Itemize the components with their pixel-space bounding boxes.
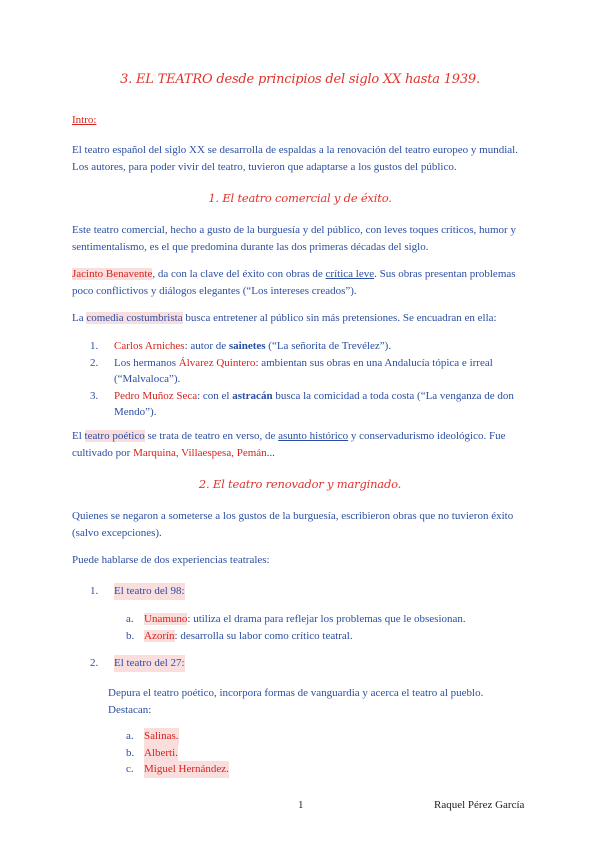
- list-number: 1.: [90, 340, 99, 352]
- experience-98-heading: [90, 583, 185, 600]
- poetico-l2-end: ...: [266, 446, 275, 459]
- author-name: Unamuno: [144, 613, 188, 625]
- list-letter: a.: [126, 613, 134, 625]
- list-item: [126, 728, 426, 745]
- teatro-poetico-line-1: [72, 428, 532, 445]
- section-1-intro-line-1: Este teatro comercial, hecho a gusto de la burguesía y del público, con leves toques críticos, humor y: [72, 224, 516, 236]
- author-name: Álvarez Quintero: [178, 356, 256, 369]
- teatro-27-line-1: Depura el teatro poético, incorpora formas de vanguardia y acerca el teatro al pueblo.: [108, 687, 484, 699]
- benavente-text-2: . Sus obras presentan problemas: [374, 268, 516, 280]
- experiencias-paragraph: Puede hablarse de dos experiencias teatrales:: [72, 554, 270, 566]
- section-2-heading: 2. El teatro renovador y marginado.: [198, 477, 402, 491]
- teatro-27-label: El teatro del 27:: [114, 655, 185, 672]
- intro-paragraph: [72, 142, 532, 175]
- poetico-l2-pre: cultivado por: [72, 446, 134, 459]
- teatro-98-list: [126, 611, 546, 644]
- teatro-poetico-line-2: [72, 445, 532, 462]
- list-item: [126, 761, 426, 778]
- list-number: 2.: [90, 657, 99, 669]
- experience-27-heading: [90, 655, 185, 672]
- costumbrista-text-1: La: [72, 312, 87, 324]
- list-text: [114, 388, 514, 421]
- teatro-98-label: El teatro del 98:: [114, 583, 185, 600]
- intro-label: Intro:: [72, 114, 97, 126]
- list-letter: b.: [126, 746, 135, 759]
- list-text-rest: : ambientan sus obras en una Andalucía tópica e irreal: [255, 356, 493, 369]
- list-text-mid: : con el: [197, 389, 233, 402]
- critica-leve-term: crítica leve: [325, 268, 375, 280]
- section-1-intro-paragraph: [72, 222, 532, 255]
- list-item: [126, 611, 546, 628]
- author-name: Alberti.: [144, 745, 178, 762]
- section-2-intro-line-2: (salvo excepciones).: [72, 526, 162, 539]
- list-item: [90, 338, 530, 355]
- list-text: [114, 338, 391, 355]
- footer-author: Raquel Pérez García: [434, 799, 525, 811]
- list-text-pre: Los hermanos: [114, 356, 179, 369]
- benavente-paragraph: [72, 266, 532, 299]
- benavente-line-1: [72, 266, 532, 283]
- costumbrista-paragraph: [72, 310, 532, 327]
- list-number: 1.: [90, 585, 99, 597]
- list-text-mid: : autor de: [184, 340, 229, 352]
- genre-term: sainetes: [228, 340, 266, 352]
- page-number: 1: [298, 799, 304, 811]
- list-text: [114, 355, 493, 388]
- list-letter: c.: [126, 763, 134, 775]
- list-item: [126, 745, 426, 762]
- author-name: Salinas.: [144, 728, 179, 745]
- genre-term: astracán: [232, 389, 273, 402]
- list-item: [90, 355, 530, 388]
- list-text: [144, 611, 466, 628]
- document-title: 3. EL TEATRO desde principios del siglo XX hasta 1939.: [120, 72, 480, 87]
- poetico-text-2: se trata de teatro en verso, de: [144, 430, 279, 442]
- list-text-rest: : desarrolla su labor como crítico teatral.: [174, 629, 353, 642]
- asunto-historico-term: asunto histórico: [278, 430, 349, 442]
- author-name: Carlos Arniches: [114, 340, 185, 352]
- teatro-27-paragraph: [108, 685, 548, 718]
- teatro-poetico-paragraph: [72, 428, 532, 461]
- teatro-27-line-2: Destacan:: [108, 703, 152, 716]
- list-text-line-2: (“Malvaloca”).: [114, 373, 181, 385]
- list-text: [144, 628, 353, 645]
- costumbrista-text-2: busca entretener al público sin más pretensiones. Se encuadran en ella:: [182, 312, 497, 324]
- author-name: Pedro Muñoz Seca: [114, 389, 198, 402]
- list-item: [126, 628, 546, 645]
- poetico-authors: Marquina, Villaespesa, Pemán: [133, 446, 267, 459]
- section-1-intro-line-2: sentimentalismo, es el que predomina durante las dos primeras décadas del siglo.: [72, 240, 429, 253]
- list-number: 2.: [90, 356, 99, 369]
- list-text-rest: (“La señorita de Trevélez”).: [265, 340, 392, 352]
- list-text-rest: busca la comicidad a toda costa (“La venganza de don: [272, 389, 514, 402]
- poetico-text-1: El: [72, 430, 85, 442]
- benavente-name: Jacinto Benavente: [72, 268, 153, 280]
- comedia-costumbrista-term: comedia costumbrista: [86, 312, 183, 324]
- intro-line-2: Los autores, para poder vivir del teatro, tuvieron que adaptarse a los gustos del público.: [72, 160, 457, 173]
- intro-line-1: El teatro español del siglo XX se desarrolla de espaldas a la renovación del teatro europeo y mundial.: [72, 144, 518, 156]
- poetico-text-3: y conservadurismo ideológico. Fue: [348, 430, 506, 442]
- costumbrista-list: [90, 338, 530, 421]
- list-text-rest: : utiliza el drama para reflejar los problemas que le obsesionan.: [187, 613, 466, 625]
- author-name: Miguel Hernández.: [144, 761, 229, 778]
- section-2-intro-paragraph: [72, 508, 532, 541]
- list-text-line-2: Mendo”).: [114, 406, 157, 418]
- list-item: [90, 388, 530, 421]
- benavente-text-1: , da con la clave del éxito con obras de: [152, 268, 326, 280]
- list-letter: b.: [126, 629, 135, 642]
- benavente-line-2: poco conflictivos y diálogos elegantes (“Los intereses creados”).: [72, 284, 357, 297]
- list-number: 3.: [90, 389, 99, 402]
- teatro-poetico-term: teatro poético: [84, 430, 145, 442]
- section-2-intro-line-1: Quienes se negaron a someterse a los gustos de la burguesía, escribieron obras que no tuvieron éxito: [72, 510, 514, 522]
- teatro-27-list: [126, 728, 426, 778]
- section-1-heading: 1. El teatro comercial y de éxito.: [208, 191, 392, 205]
- list-letter: a.: [126, 730, 134, 742]
- author-name: Azorín: [144, 629, 175, 642]
